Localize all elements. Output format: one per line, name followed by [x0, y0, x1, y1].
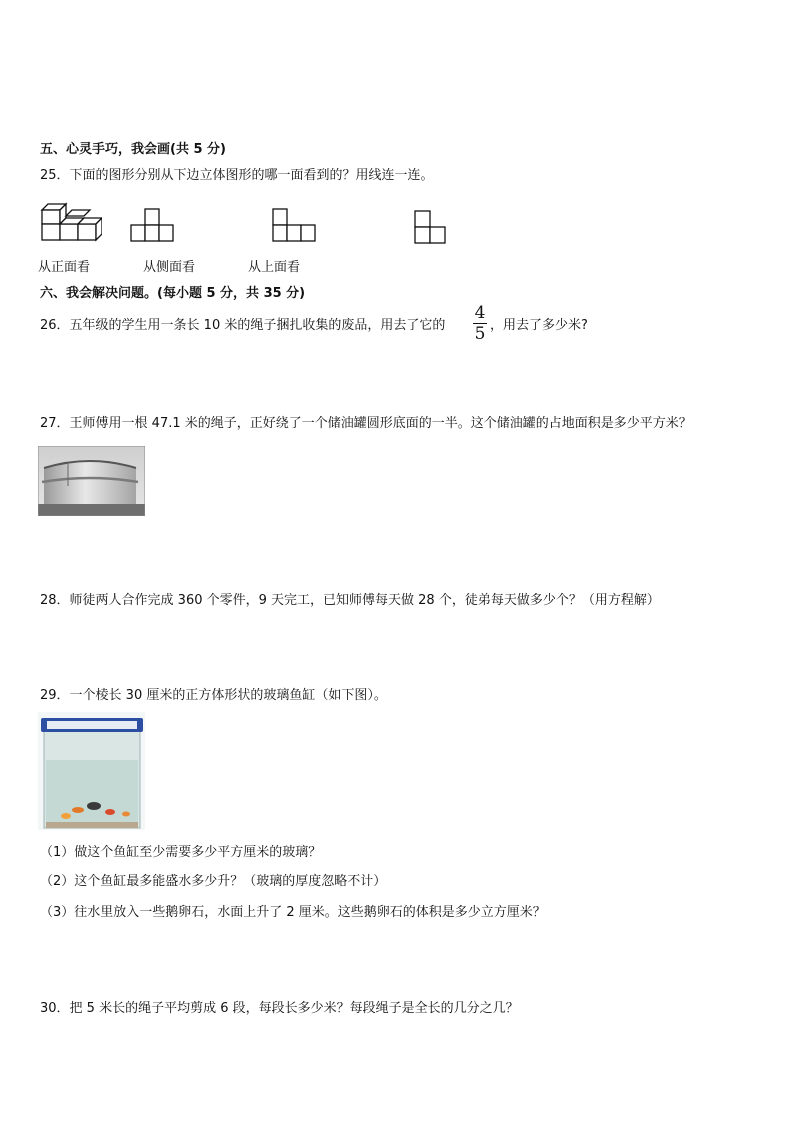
question-29-sub-3: （3）往水里放入一些鹅卵石，水面上升了 2 厘米。这些鹅卵石的体积是多少立方厘米？ [40, 905, 546, 920]
fraction-four-fifths [473, 304, 487, 343]
question-29-sub-2: （2）这个鱼缸最多能盛水多少升？（玻璃的厚度忽略不计） [40, 874, 387, 889]
fish-tank-photo [38, 712, 145, 830]
view-figure-2 [272, 208, 318, 242]
question-26-text: 26．五年级的学生用一条长 10 米的绳子捆扎收集的废品，用去了它的 [40, 318, 446, 333]
question-29-text: 29．一个棱长 30 厘米的正方体形状的玻璃鱼缸（如下图）。 [40, 688, 387, 703]
section-5-heading: 五、心灵手巧，我会画(共 5 分) [40, 142, 226, 157]
question-30-text: 30．把 5 米长的绳子平均剪成 6 段，每段长多少米？每段绳子是全长的几分之几？ [40, 1001, 519, 1016]
view-figure-1 [130, 208, 176, 242]
question-26-text-after: ，用去了多少米? [490, 318, 588, 333]
solid-blocks-figure [38, 202, 102, 244]
view-label-top: 从上面看 [248, 260, 301, 275]
question-27-text: 27．王师傅用一根 47.1 米的绳子，正好绕了一个储油罐圆形底面的一半。这个储油罐的占地面积是多少平方米？ [40, 416, 692, 431]
fraction-denominator: 5 [474, 324, 486, 344]
question-29-sub-1: （1）做这个鱼缸至少需要多少平方厘米的玻璃？ [40, 845, 322, 860]
question-25-text: 25．下面的图形分别从下边立体图形的哪一面看到的？用线连一连。 [40, 168, 434, 183]
oil-tank-photo [38, 446, 145, 516]
fraction-numerator: 4 [474, 303, 486, 323]
view-label-side: 从侧面看 [143, 260, 196, 275]
view-figure-3 [414, 210, 448, 244]
view-label-front: 从正面看 [38, 260, 91, 275]
question-28-text: 28．师徒两人合作完成 360 个零件，9 天完工，已知师傅每天做 28 个，徒弟每天做多少个？（用方程解） [40, 593, 660, 608]
section-6-heading: 六、我会解决问题。(每小题 5 分，共 35 分) [40, 286, 306, 301]
